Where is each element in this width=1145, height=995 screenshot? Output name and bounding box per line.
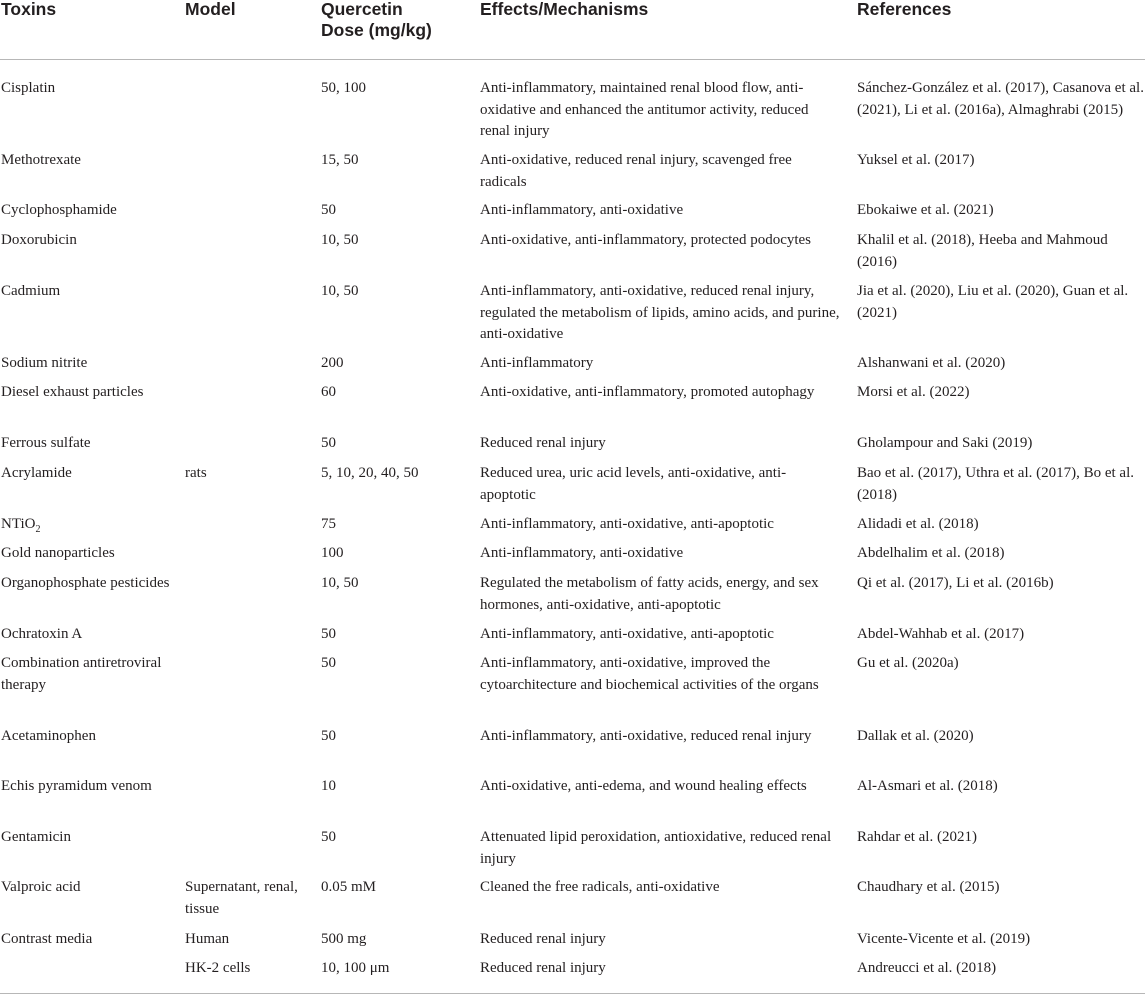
cell-toxin: Ochratoxin A (1, 626, 83, 642)
cell-model: rats (185, 465, 207, 481)
cell-references: Ebokaiwe et al. (2021) (857, 202, 994, 218)
cell-effects: Anti-inflammatory, anti-oxidative, reduced renal injury (480, 728, 812, 744)
cell-dose: 10, 50 (321, 283, 359, 299)
header-effects: Effects/Mechanisms (480, 0, 649, 19)
cell-toxin: Gentamicin (1, 829, 71, 845)
cell-references: Rahdar et al. (2021) (857, 829, 977, 845)
cell-effects: Anti-oxidative, anti-edema, and wound healing effects (480, 778, 807, 794)
cell-references: Bao et al. (2017), Uthra et al. (2017), Bo et al. (2018) (857, 465, 1135, 503)
cell-toxin: Acetaminophen (1, 728, 96, 744)
cell-toxin-subscript: 2 (35, 524, 41, 535)
cell-references: Sánchez-González et al. (2017), Casanova et al. (2021), Li et al. (2016a), Almaghrabi (2015) (857, 80, 1144, 118)
cell-references: Alshanwani et al. (2020) (857, 355, 1006, 371)
cell-effects: Reduced renal injury (480, 435, 606, 451)
cell-model: HK-2 cells (185, 960, 251, 976)
cell-dose: 50 (321, 435, 336, 451)
cell-toxin: Combination antiretroviral therapy (1, 655, 162, 693)
cell-model: Human (185, 931, 230, 947)
cell-effects: Anti-inflammatory, anti-oxidative, improved the cytoarchitecture and biochemical activities of the organs (480, 655, 819, 693)
cell-toxin: Cisplatin (1, 80, 56, 96)
header-dose-line2: Dose (mg/kg) (321, 20, 432, 40)
cell-dose: 50 (321, 655, 336, 671)
cell-dose: 50 (321, 829, 336, 845)
cell-dose: 500 mg (321, 931, 367, 947)
cell-references: Jia et al. (2020), Liu et al. (2020), Guan et al. (2021) (857, 283, 1129, 321)
cell-dose: 10, 100 μm (321, 960, 390, 976)
cell-effects: Anti-oxidative, anti-inflammatory, promoted autophagy (480, 384, 815, 400)
cell-references: Morsi et al. (2022) (857, 384, 970, 400)
cell-references: Yuksel et al. (2017) (857, 152, 975, 168)
cell-dose: 50 (321, 728, 336, 744)
cell-references: Abdel-Wahhab et al. (2017) (857, 626, 1025, 642)
cell-effects: Anti-oxidative, anti-inflammatory, protected podocytes (480, 232, 812, 248)
cell-dose: 75 (321, 516, 336, 532)
cell-effects: Reduced renal injury (480, 960, 606, 976)
cell-dose: 5, 10, 20, 40, 50 (321, 465, 419, 481)
cell-toxin: Valproic acid (1, 879, 81, 895)
cell-effects: Reduced urea, uric acid levels, anti-oxidative, anti-apoptotic (480, 465, 787, 503)
header-model: Model (185, 0, 236, 19)
cell-toxin: Cadmium (1, 283, 61, 299)
cell-effects: Cleaned the free radicals, anti-oxidative (480, 879, 720, 895)
cell-dose: 200 (321, 355, 344, 371)
cell-effects: Anti-oxidative, reduced renal injury, scavenged free radicals (480, 152, 792, 190)
header-references: References (857, 0, 952, 19)
cell-toxin: Diesel exhaust particles (1, 384, 144, 400)
cell-effects: Anti-inflammatory (480, 355, 594, 371)
cell-effects: Regulated the metabolism of fatty acids, energy, and sex hormones, anti-oxidative, anti-apoptotic (480, 575, 819, 613)
cell-toxin: Echis pyramidum venom (1, 778, 152, 794)
cell-effects: Anti-inflammatory, anti-oxidative, anti-apoptotic (480, 626, 774, 642)
cell-effects: Anti-inflammatory, anti-oxidative, anti-apoptotic (480, 516, 774, 532)
cell-dose: 100 (321, 545, 344, 561)
header-toxins: Toxins (1, 0, 57, 19)
cell-effects: Reduced renal injury (480, 931, 606, 947)
cell-references: Chaudhary et al. (2015) (857, 879, 1000, 895)
cell-effects: Anti-inflammatory, maintained renal blood flow, anti-oxidative and enhanced the antitumor activity, reduced renal injury (480, 80, 809, 139)
table-bottom-rule (0, 993, 1145, 994)
cell-model: Supernatant, renal, tissue (185, 879, 298, 917)
cell-dose: 50, 100 (321, 80, 366, 96)
cell-references: Andreucci et al. (2018) (857, 960, 997, 976)
cell-references: Khalil et al. (2018), Heeba and Mahmoud (2016) (857, 232, 1108, 270)
cell-effects: Anti-inflammatory, anti-oxidative, reduced renal injury, regulated the metabolism of lipids, amino acids, and purine, anti-oxidative (480, 283, 840, 342)
cell-dose: 10, 50 (321, 575, 359, 591)
cell-effects: Anti-inflammatory, anti-oxidative (480, 202, 684, 218)
cell-toxin: Ferrous sulfate (1, 435, 91, 451)
cell-references: Dallak et al. (2020) (857, 728, 974, 744)
cell-effects: Anti-inflammatory, anti-oxidative (480, 545, 684, 561)
cell-toxin: Doxorubicin (1, 232, 77, 248)
cell-dose: 60 (321, 384, 336, 400)
cell-references: Vicente-Vicente et al. (2019) (857, 931, 1031, 947)
cell-dose: 10 (321, 778, 336, 794)
cell-toxin: Contrast media (1, 931, 93, 947)
table-header (0, 0, 1145, 60)
cell-dose: 0.05 mM (321, 879, 377, 895)
cell-toxin-text: NTiO (1, 516, 36, 532)
header-dose (321, 0, 461, 41)
cell-dose: 50 (321, 626, 336, 642)
cell-references: Al-Asmari et al. (2018) (857, 778, 998, 794)
cell-toxin: Acrylamide (1, 465, 72, 481)
header-dose-line1: Quercetin (321, 0, 403, 19)
cell-references: Alidadi et al. (2018) (857, 516, 979, 532)
cell-references: Gu et al. (2020a) (857, 655, 959, 671)
cell-toxin: Methotrexate (1, 152, 81, 168)
cell-dose: 50 (321, 202, 336, 218)
cell-toxin (1, 514, 179, 536)
cell-toxin: Cyclophosphamide (1, 202, 117, 218)
cell-dose: 10, 50 (321, 232, 359, 248)
cell-toxin: Organophosphate pesticides (1, 575, 170, 591)
cell-effects: Attenuated lipid peroxidation, antioxidative, reduced renal injury (480, 829, 832, 867)
cell-dose: 15, 50 (321, 152, 359, 168)
cell-references: Qi et al. (2017), Li et al. (2016b) (857, 575, 1054, 591)
cell-references: Gholampour and Saki (2019) (857, 435, 1033, 451)
cell-toxin: Gold nanoparticles (1, 545, 115, 561)
cell-toxin: Sodium nitrite (1, 355, 88, 371)
cell-references: Abdelhalim et al. (2018) (857, 545, 1005, 561)
